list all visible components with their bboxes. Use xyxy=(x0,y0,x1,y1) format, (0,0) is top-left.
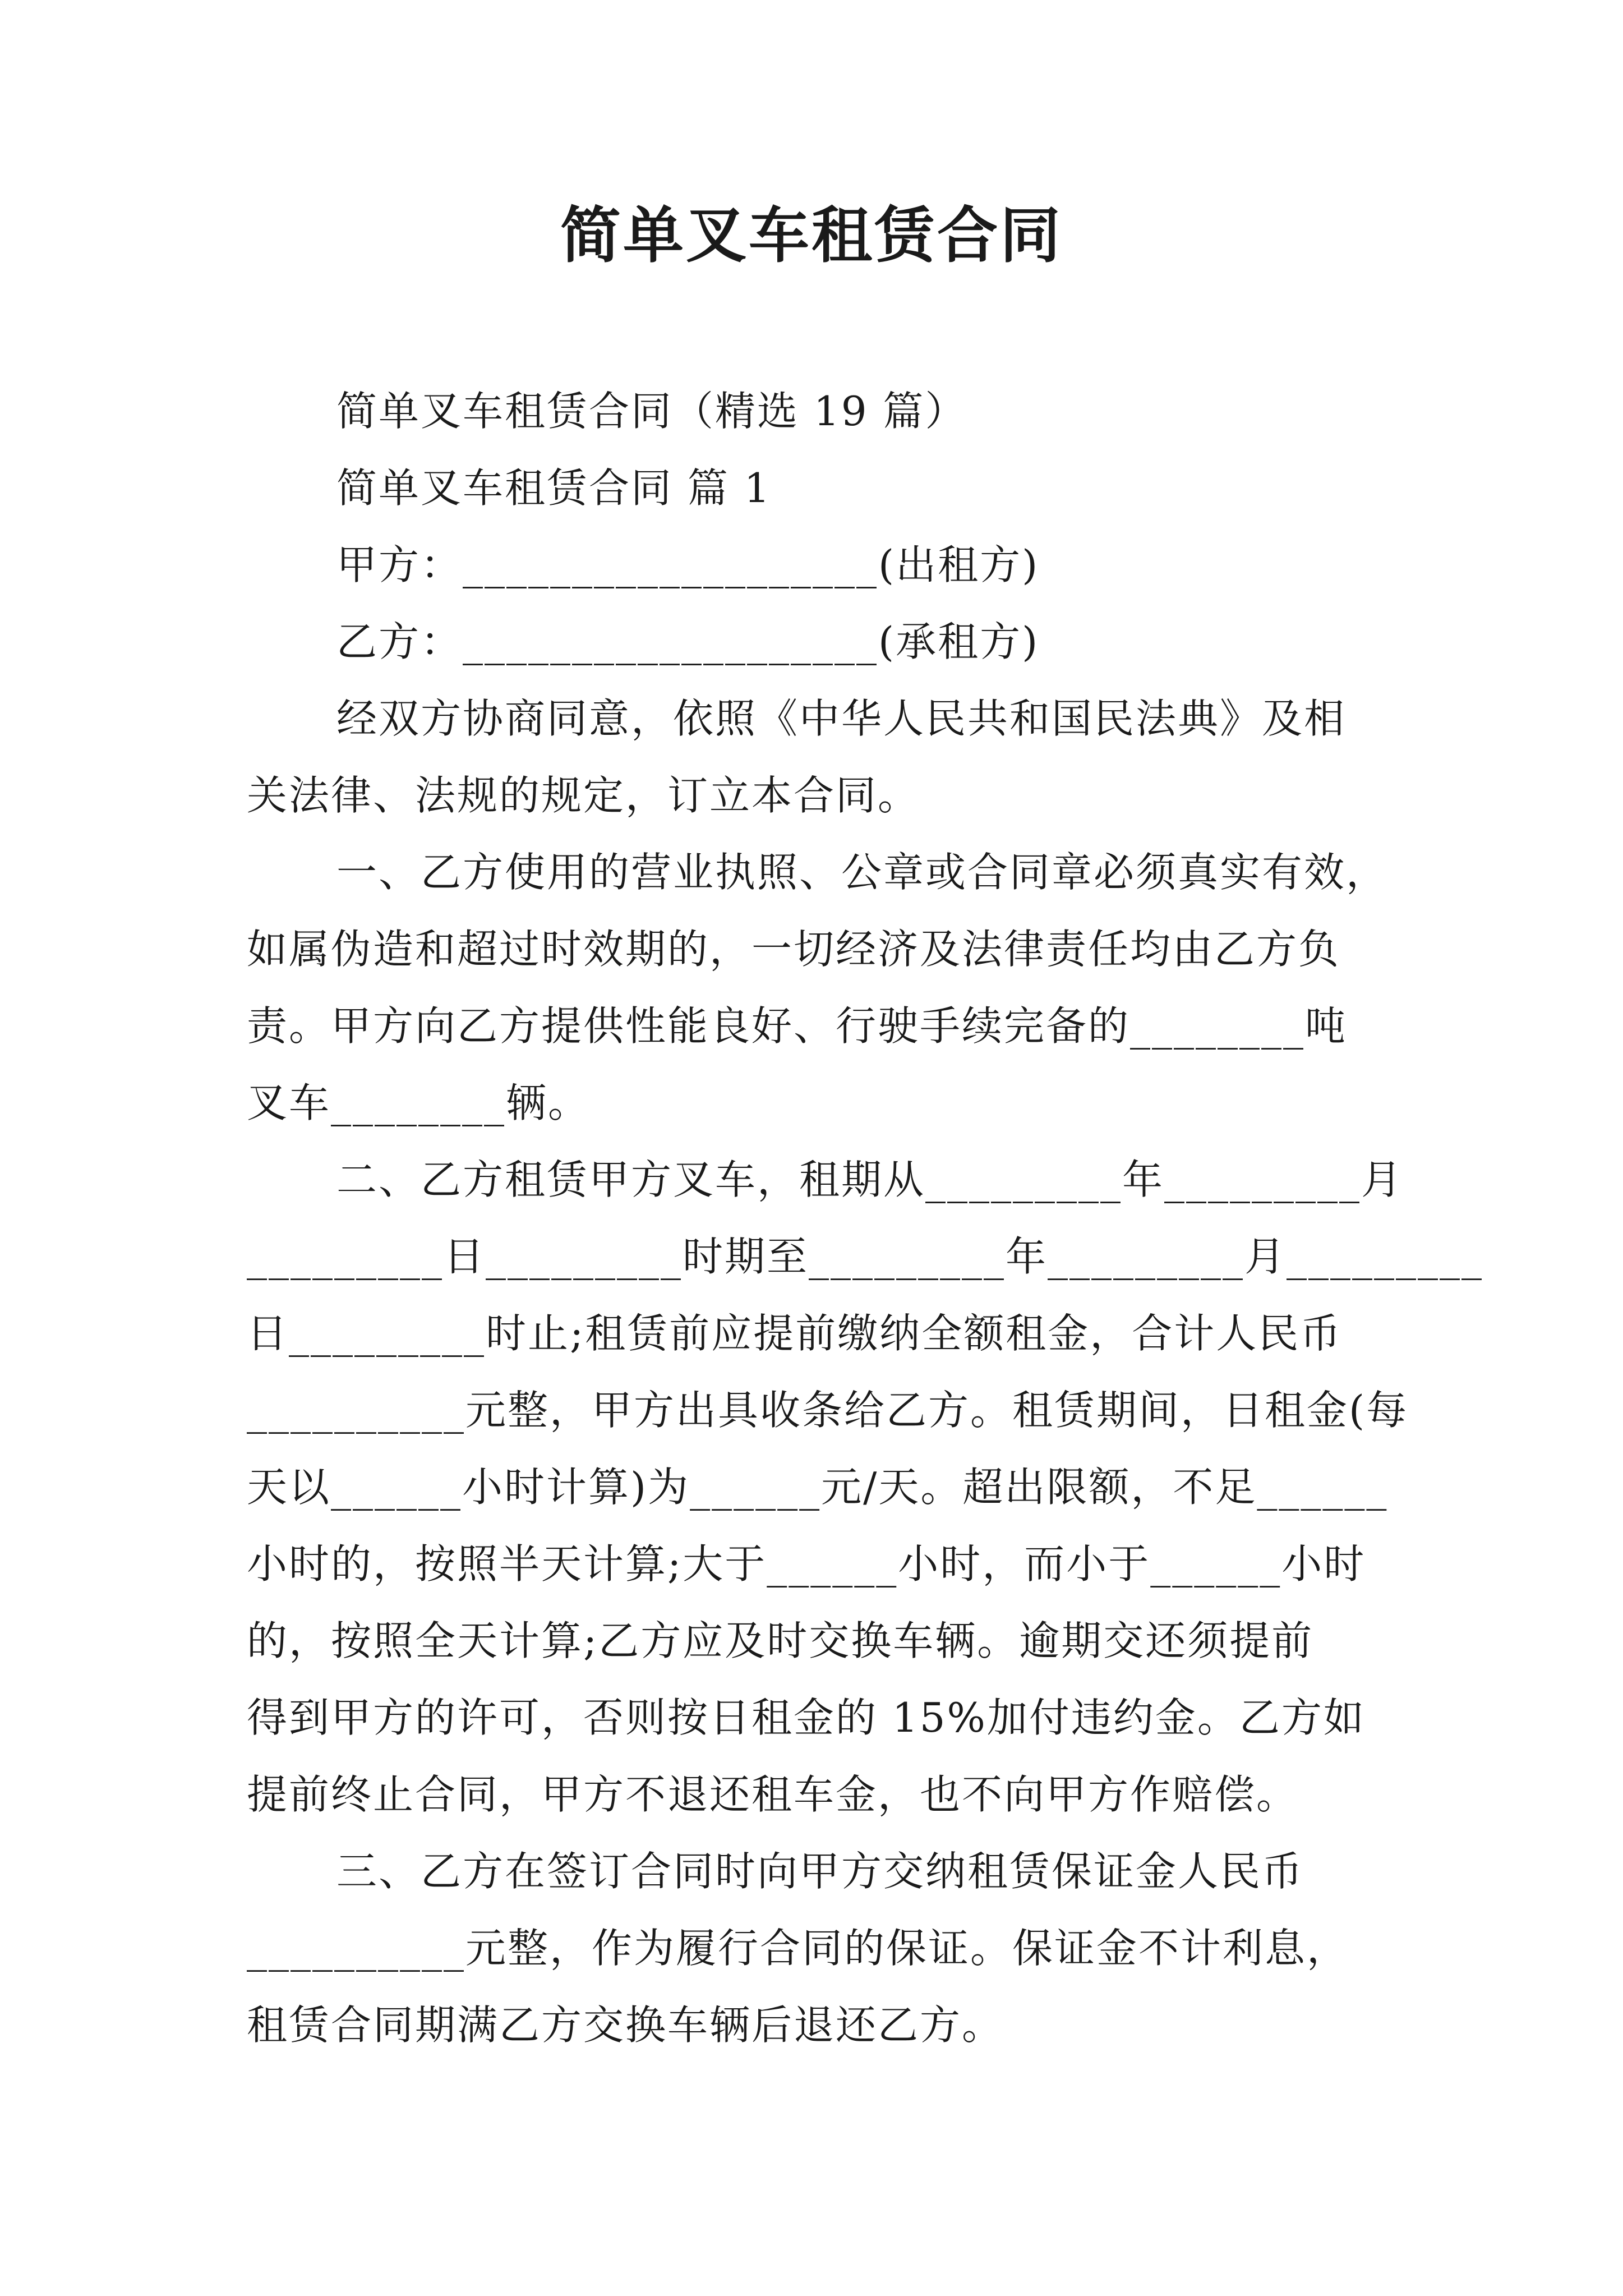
party-b-line: 乙方：___________________(承租方) xyxy=(336,618,1040,665)
clause-2-line-2: _________日_________时期至_________年_________月_________ xyxy=(247,1233,1483,1280)
clause-2-line-1: 二、乙方租赁甲方叉车，租期从_________年_________月 xyxy=(336,1156,1404,1203)
clause-2-line-5: 天以______小时计算)为______元/天。超出限额，不足______ xyxy=(247,1464,1389,1511)
section-heading: 简单叉车租赁合同 篇 1 xyxy=(336,464,772,512)
clause-2-line-4: __________元整，甲方出具收条给乙方。租赁期间，日租金(每 xyxy=(247,1387,1409,1434)
clause-3-line-3: 租赁合同期满乙方交换车辆后退还乙方。 xyxy=(247,2001,1004,2049)
clause-1-line-2: 如属伪造和超过时效期的，一切经济及法律责任均由乙方负 xyxy=(247,926,1341,973)
clause-2-line-8: 得到甲方的许可，否则按日租金的 15%加付违约金。乙方如 xyxy=(247,1694,1366,1741)
preamble-line-2: 关法律、法规的规定，订立本合同。 xyxy=(247,772,920,819)
clause-3-line-1: 三、乙方在签订合同时向甲方交纳租赁保证金人民币 xyxy=(336,1848,1304,1895)
clause-2-line-3: 日_________时止;租赁前应提前缴纳全额租金，合计人民币 xyxy=(247,1310,1343,1357)
document-body xyxy=(247,373,1483,2064)
document-title: 简单叉车租赁合同 xyxy=(560,200,1063,271)
clause-1-line-3: 责。甲方向乙方提供性能良好、行驶手续完备的________吨 xyxy=(247,1002,1348,1050)
clause-2-line-9: 提前终止合同，甲方不退还租车金，也不向甲方作赔偿。 xyxy=(247,1771,1299,1818)
clause-1-line-4: 叉车________辆。 xyxy=(247,1079,591,1126)
clause-2-line-6: 小时的，按照半天计算;大于______小时，而小于______小时 xyxy=(247,1540,1366,1588)
document-subtitle: 简单叉车租赁合同（精选 19 篇） xyxy=(336,388,967,435)
clause-2-line-7: 的，按照全天计算;乙方应及时交换车辆。逾期交还须提前 xyxy=(247,1617,1314,1664)
preamble-line-1: 经双方协商同意，依照《中华人民共和国民法典》及相 xyxy=(336,695,1347,742)
clause-3-line-2: __________元整，作为履行合同的保证。保证金不计利息， xyxy=(247,1925,1349,1972)
party-a-line: 甲方：___________________(出租方) xyxy=(336,541,1040,588)
clause-1-line-1: 一、乙方使用的营业执照、公章或合同章必须真实有效， xyxy=(336,849,1389,896)
